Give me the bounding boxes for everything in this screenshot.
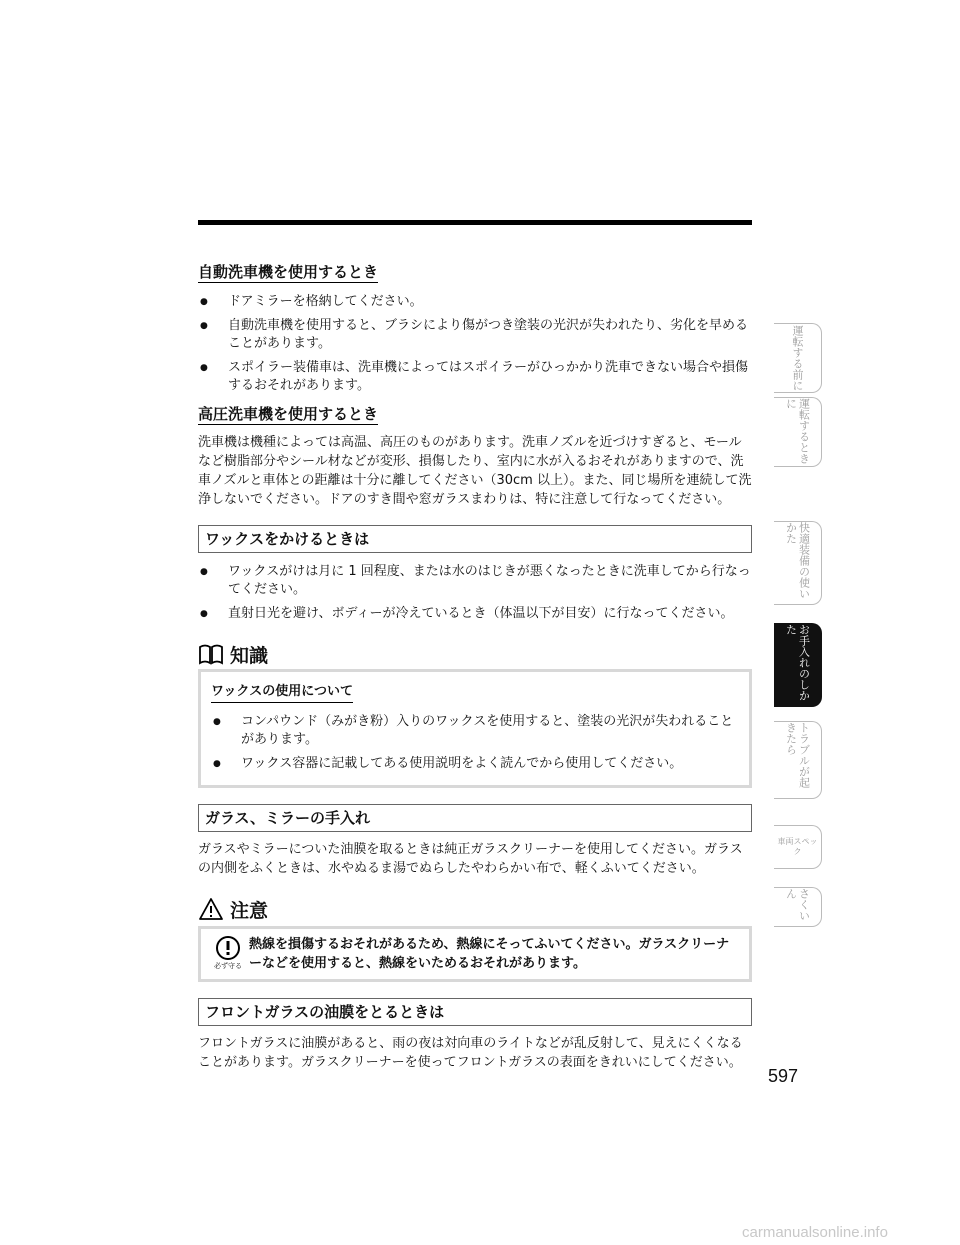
tab-troubleshooting[interactable]: トラブルが起きたら bbox=[774, 721, 822, 799]
caution-text: 熱線を損傷するおそれがあるため、熱線にそってふいてください。ガラスクリーナーなどを使用すると、熱線をいためるおそれがあります。 bbox=[249, 937, 730, 971]
tab-index[interactable]: さくいん bbox=[774, 887, 822, 927]
caution-header bbox=[198, 896, 752, 922]
page-number: 597 bbox=[768, 1066, 799, 1086]
caution-box bbox=[198, 926, 752, 982]
list-item: ● ワックス容器に記載してある使用説明をよく読んでから使用してください。 bbox=[211, 755, 739, 773]
wax-list bbox=[198, 563, 752, 623]
must-follow-icon bbox=[211, 935, 245, 970]
main-content bbox=[198, 262, 752, 1072]
glass-text: ガラスやミラーについた油膜を取るときは純正ガラスクリーナーを使用してください。ガラスの内側をふくときは、水やぬるま湯でぬらしたやわらかい布で、軽くふいてください。 bbox=[198, 842, 743, 876]
high-pressure-text: 洗車機は機種によっては高温、高圧のものがあります。洗車ノズルを近づけすぎると、モールなど樹脂部分やシール材などが変形、損傷したり、室内に水が入るおそれがありますので、洗車ノズルと車体との距離は十分に離してください（30cm 以上）。また、同じ場所を連続して洗浄しないでください。ドアのすき間や窓ガラスまわりは、特に注意して行なってください。 bbox=[198, 435, 752, 507]
knowledge-box bbox=[198, 669, 752, 788]
auto-wash-list bbox=[198, 293, 752, 395]
list-item: ● 自動洗車機を使用すると、ブラシにより傷がつき塗装の光沢が失われたり、劣化を早めることがあります。 bbox=[198, 317, 752, 353]
tab-specifications[interactable]: 車両スペック bbox=[774, 825, 822, 869]
windshield-text: フロントガラスに油膜があると、雨の夜は対向車のライトなどが乱反射して、見えにくくなることがあります。ガラスクリーナーを使ってフロントガラスの表面をきれいにしてください。 bbox=[198, 1036, 743, 1070]
knowledge-list bbox=[211, 713, 739, 773]
list-item: ● ワックスがけは月に 1 回程度、または水のはじきが悪くなったときに洗車してから行なってください。 bbox=[198, 563, 752, 599]
must-follow-caption: 必ず守る bbox=[214, 962, 242, 970]
knowledge-header bbox=[198, 641, 752, 667]
book-icon bbox=[198, 642, 224, 666]
tab-comfort-equipment[interactable]: 快適装備の使いかた bbox=[774, 521, 822, 605]
knowledge-subtitle: ワックスの使用について bbox=[211, 683, 353, 703]
list-item: ● スポイラー装備車は、洗車機によってはスポイラーがひっかかり洗車できない場合や損傷するおそれがあります。 bbox=[198, 359, 752, 395]
tab-maintenance[interactable]: お手入れのしかた bbox=[774, 623, 822, 707]
top-rule bbox=[198, 220, 752, 225]
section-title-glass: ガラス、ミラーの手入れ bbox=[198, 804, 752, 832]
section-title-windshield: フロントガラスの油膜をとるときは bbox=[198, 998, 752, 1026]
section-title-high-pressure: 高圧洗車機を使用するとき bbox=[198, 405, 379, 423]
knowledge-label: 知識 bbox=[230, 644, 269, 667]
tab-while-driving[interactable]: 運転するときに bbox=[774, 397, 822, 467]
tab-before-driving[interactable]: 運転する前に bbox=[774, 323, 822, 393]
caution-label: 注意 bbox=[230, 899, 269, 922]
list-item: ● コンパウンド（みがき粉）入りのワックスを使用すると、塗装の光沢が失われることがあります。 bbox=[211, 713, 739, 749]
list-item: ● ドアミラーを格納してください。 bbox=[198, 293, 752, 311]
warning-triangle-icon bbox=[198, 897, 224, 921]
footer-watermark: carmanualsonline.info bbox=[742, 1224, 888, 1241]
list-item: ● 直射日光を避け、ボディーが冷えているとき（体温以下が目安）に行なってください。 bbox=[198, 605, 752, 623]
exclamation-circle-icon bbox=[215, 935, 241, 961]
section-title-wax: ワックスをかけるときは bbox=[198, 525, 752, 553]
section-title-auto-wash: 自動洗車機を使用するとき bbox=[198, 263, 379, 281]
